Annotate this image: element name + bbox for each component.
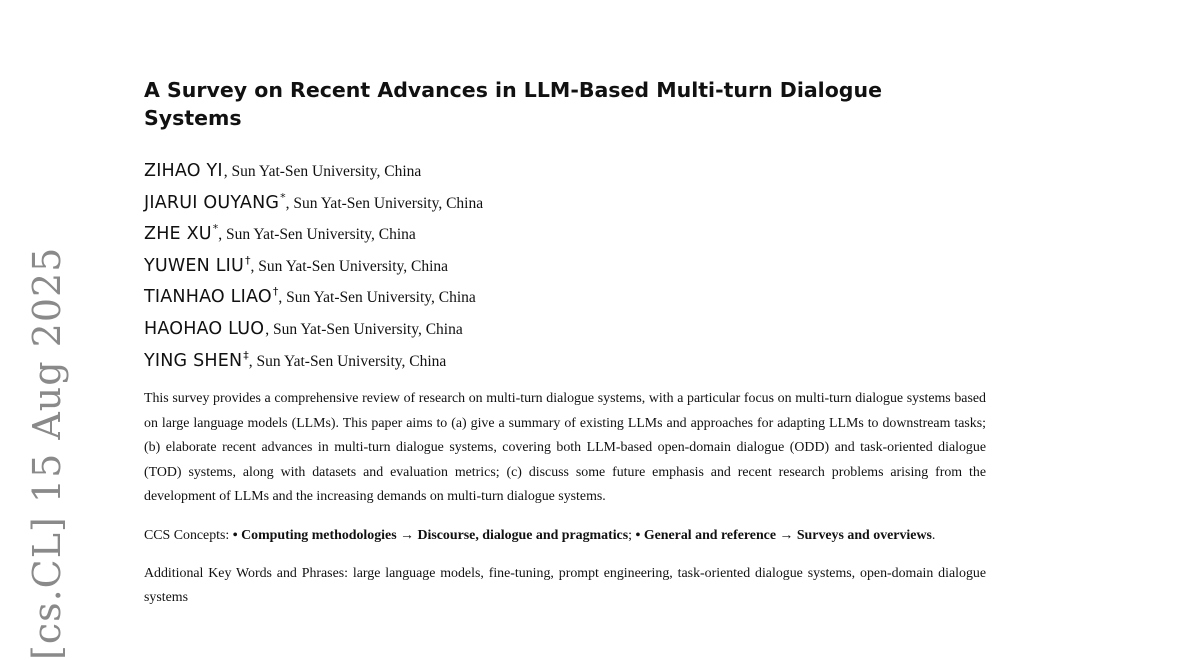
author-affiliation: , Sun Yat-Sen University, China: [265, 320, 463, 338]
author-footnote-mark: †: [245, 253, 251, 267]
author-affiliation: , Sun Yat-Sen University, China: [278, 289, 476, 307]
author-footnote-mark: †: [272, 285, 279, 299]
author-name: YING SHEN: [144, 350, 243, 371]
author-affiliation: , Sun Yat-Sen University, China: [248, 352, 447, 370]
author-name: HAOHAO LUO: [144, 318, 265, 339]
arxiv-identifier-stamp: [cs.CL] 15 Aug 2025: [25, 246, 69, 660]
ccs-separator: ;: [628, 527, 636, 543]
keywords-paragraph: Additional Key Words and Phrases: large language models, fine-tuning, prompt engineering, task-oriented dialogue systems, open-domain dialogue systems: [144, 565, 986, 606]
ccs-prefix: CCS Concepts:: [144, 527, 233, 543]
author-line: [144, 344, 986, 376]
author-footnote-mark: *: [212, 222, 219, 236]
paper-first-page: [144, 76, 986, 625]
author-affiliation: , Sun Yat-Sen University, China: [285, 194, 484, 212]
author-name: JIARUI OUYANG: [144, 192, 280, 213]
author-affiliation: , Sun Yat-Sen University, China: [223, 163, 422, 180]
author-line: [144, 154, 986, 186]
author-name: ZHE XU: [144, 224, 212, 245]
ccs-concept-1: • Computing methodologies → Discourse, dialogue and pragmatics: [232, 527, 629, 543]
author-line: [144, 249, 986, 281]
ccs-concept-2: • General and reference → Surveys and overviews: [635, 527, 932, 543]
author-affiliation: , Sun Yat-Sen University, China: [218, 226, 416, 244]
paper-title: A Survey on Recent Advances in LLM-Based Multi-turn Dialogue Systems: [144, 78, 882, 130]
author-name: ZIHAO YI: [144, 161, 223, 181]
author-footnote-mark: ‡: [243, 348, 249, 362]
author-name: YUWEN LIU: [144, 255, 245, 276]
ccs-concepts: [144, 524, 986, 549]
ccs-suffix: .: [931, 527, 936, 543]
author-line: [144, 217, 986, 249]
author-footnote-mark: *: [280, 190, 286, 204]
author-affiliation: , Sun Yat-Sen University, China: [250, 257, 449, 275]
abstract-paragraph: This survey provides a comprehensive review of research on multi-turn dialogue systems, with a particular focus on multi-turn dialogue systems based on large language models (LLMs). This paper aims to (a) give a summary of existing LLMs and approaches for adapting LLMs to downstream tasks; (b) elaborate recent advances in multi-turn dialogue systems, covering both LLM-based open-domain dialogue (ODD) and task-oriented dialogue (TOD) systems, along with datasets and evaluation metrics; (c) discuss some future emphasis and recent research problems arising from the development of LLMs and the increasing demands on multi-turn dialogue systems.: [144, 391, 986, 505]
author-line: [144, 312, 986, 344]
author-line: [144, 280, 986, 312]
author-line: [144, 186, 986, 218]
author-list: [144, 154, 986, 375]
author-name: TIANHAO LIAO: [144, 287, 272, 308]
